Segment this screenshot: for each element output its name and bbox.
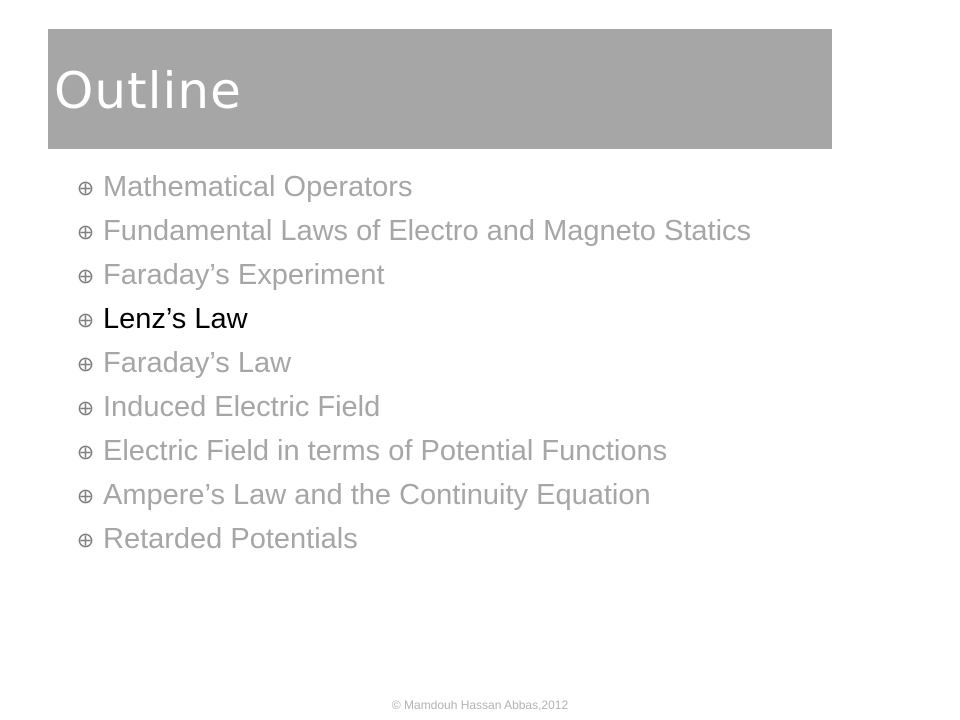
outline-item-faradays-experiment [78, 258, 838, 293]
circled-cross-bullet-icon [78, 533, 93, 548]
outline-item-lenzs-law [78, 302, 838, 337]
circled-cross-bullet-icon [78, 225, 93, 240]
circled-cross-bullet-icon [78, 269, 93, 284]
title-bar [48, 29, 832, 149]
outline-item-faradays-law [78, 346, 838, 381]
circled-cross-bullet-icon [78, 313, 93, 328]
outline-item-fundamental-laws [78, 214, 838, 249]
outline-list [78, 170, 838, 566]
outline-item-label: Electric Field in terms of Potential Functions [103, 435, 668, 467]
circled-cross-bullet-icon [78, 489, 93, 504]
footer-copyright: © Mamdouh Hassan Abbas,2012 [391, 698, 569, 712]
slide-title: Outline [54, 62, 242, 120]
outline-item-label: Mathematical Operators [103, 171, 413, 203]
circled-cross-bullet-icon [78, 401, 93, 416]
outline-item-retarded-potentials [78, 522, 838, 557]
circled-cross-bullet-icon [78, 181, 93, 196]
outline-item-label: Retarded Potentials [103, 523, 358, 555]
outline-item-label: Ampere’s Law and the Continuity Equation [103, 479, 651, 511]
outline-item-induced-electric-field [78, 390, 838, 425]
outline-item-label: Fundamental Laws of Electro and Magneto Statics [103, 215, 752, 247]
circled-cross-bullet-icon [78, 357, 93, 372]
outline-item-label: Faraday’s Experiment [103, 259, 385, 291]
outline-item-mathematical-operators [78, 170, 838, 205]
outline-item-amperes-law [78, 478, 838, 513]
outline-item-label: Lenz’s Law [103, 303, 248, 335]
outline-item-label: Faraday’s Law [103, 347, 292, 379]
outline-item-electric-field-potential-functions [78, 434, 838, 469]
outline-item-label: Induced Electric Field [103, 391, 381, 423]
circled-cross-bullet-icon [78, 445, 93, 460]
